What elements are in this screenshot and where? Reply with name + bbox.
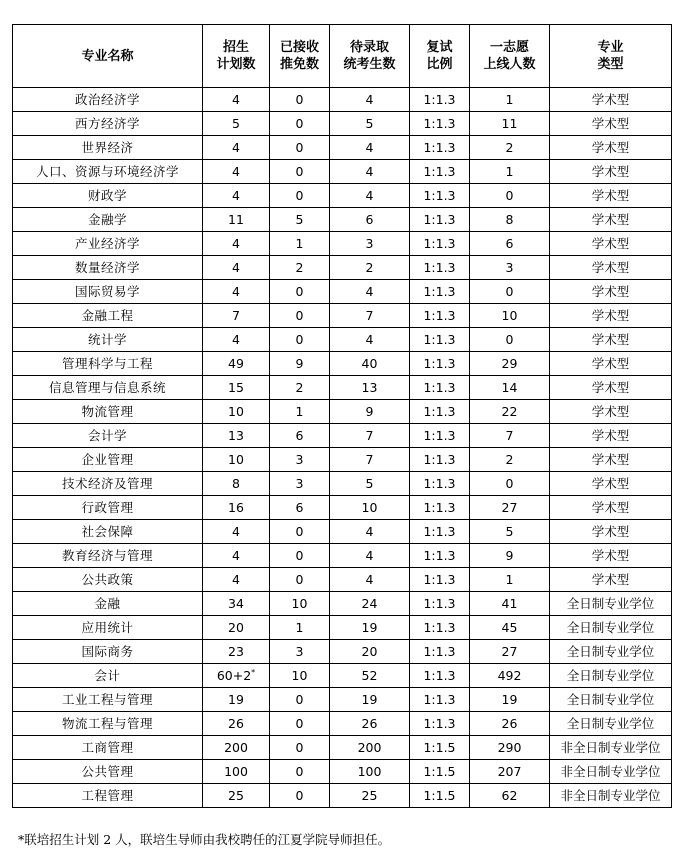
cell-first-choice: 11 bbox=[470, 112, 550, 136]
cell-plan: 8 bbox=[203, 472, 270, 496]
table-row bbox=[13, 448, 672, 472]
table-row bbox=[13, 352, 672, 376]
cell-pending: 4 bbox=[330, 328, 410, 352]
cell-type: 学术型 bbox=[550, 448, 672, 472]
cell-pending: 7 bbox=[330, 304, 410, 328]
cell-type: 全日制专业学位 bbox=[550, 688, 672, 712]
cell-major: 信息管理与信息系统 bbox=[13, 376, 203, 400]
cell-exempt: 3 bbox=[270, 448, 330, 472]
table-row bbox=[13, 568, 672, 592]
cell-first-choice: 1 bbox=[470, 568, 550, 592]
cell-type: 学术型 bbox=[550, 304, 672, 328]
cell-plan: 60+2* bbox=[203, 664, 270, 688]
table-row bbox=[13, 112, 672, 136]
cell-type: 学术型 bbox=[550, 328, 672, 352]
cell-type: 全日制专业学位 bbox=[550, 592, 672, 616]
cell-first-choice: 26 bbox=[470, 712, 550, 736]
cell-ratio: 1:1.3 bbox=[410, 496, 470, 520]
cell-type: 学术型 bbox=[550, 568, 672, 592]
cell-major: 国际商务 bbox=[13, 640, 203, 664]
cell-plan: 4 bbox=[203, 88, 270, 112]
cell-ratio: 1:1.3 bbox=[410, 280, 470, 304]
cell-pending: 13 bbox=[330, 376, 410, 400]
cell-exempt: 6 bbox=[270, 424, 330, 448]
cell-pending: 4 bbox=[330, 544, 410, 568]
cell-first-choice: 0 bbox=[470, 472, 550, 496]
cell-plan: 10 bbox=[203, 400, 270, 424]
cell-exempt: 0 bbox=[270, 136, 330, 160]
table-row bbox=[13, 232, 672, 256]
header-exempt: 已接收 推免数 bbox=[270, 25, 330, 88]
cell-ratio: 1:1.3 bbox=[410, 184, 470, 208]
table-row bbox=[13, 184, 672, 208]
cell-major: 公共管理 bbox=[13, 760, 203, 784]
cell-first-choice: 492 bbox=[470, 664, 550, 688]
cell-ratio: 1:1.3 bbox=[410, 472, 470, 496]
table-row bbox=[13, 496, 672, 520]
cell-major: 企业管理 bbox=[13, 448, 203, 472]
cell-ratio: 1:1.3 bbox=[410, 520, 470, 544]
cell-type: 全日制专业学位 bbox=[550, 616, 672, 640]
cell-ratio: 1:1.3 bbox=[410, 232, 470, 256]
cell-type: 全日制专业学位 bbox=[550, 712, 672, 736]
cell-ratio: 1:1.3 bbox=[410, 208, 470, 232]
table-row bbox=[13, 208, 672, 232]
cell-ratio: 1:1.5 bbox=[410, 736, 470, 760]
cell-pending: 4 bbox=[330, 184, 410, 208]
cell-type: 学术型 bbox=[550, 544, 672, 568]
cell-first-choice: 0 bbox=[470, 328, 550, 352]
cell-first-choice: 29 bbox=[470, 352, 550, 376]
cell-pending: 2 bbox=[330, 256, 410, 280]
cell-major: 应用统计 bbox=[13, 616, 203, 640]
cell-pending: 5 bbox=[330, 112, 410, 136]
cell-exempt: 0 bbox=[270, 736, 330, 760]
cell-exempt: 0 bbox=[270, 112, 330, 136]
cell-pending: 24 bbox=[330, 592, 410, 616]
table-row bbox=[13, 400, 672, 424]
cell-first-choice: 45 bbox=[470, 616, 550, 640]
cell-major: 产业经济学 bbox=[13, 232, 203, 256]
cell-ratio: 1:1.3 bbox=[410, 160, 470, 184]
table-row bbox=[13, 736, 672, 760]
cell-first-choice: 3 bbox=[470, 256, 550, 280]
cell-ratio: 1:1.5 bbox=[410, 760, 470, 784]
header-ratio: 复试 比例 bbox=[410, 25, 470, 88]
cell-plan: 10 bbox=[203, 448, 270, 472]
cell-plan: 16 bbox=[203, 496, 270, 520]
cell-major: 教育经济与管理 bbox=[13, 544, 203, 568]
cell-exempt: 3 bbox=[270, 640, 330, 664]
cell-type: 学术型 bbox=[550, 160, 672, 184]
cell-plan: 4 bbox=[203, 520, 270, 544]
cell-plan: 200 bbox=[203, 736, 270, 760]
cell-type: 非全日制专业学位 bbox=[550, 784, 672, 808]
cell-first-choice: 9 bbox=[470, 544, 550, 568]
cell-exempt: 0 bbox=[270, 568, 330, 592]
cell-major: 物流管理 bbox=[13, 400, 203, 424]
cell-type: 全日制专业学位 bbox=[550, 664, 672, 688]
cell-major: 世界经济 bbox=[13, 136, 203, 160]
cell-first-choice: 7 bbox=[470, 424, 550, 448]
cell-plan: 26 bbox=[203, 712, 270, 736]
cell-plan: 13 bbox=[203, 424, 270, 448]
cell-exempt: 0 bbox=[270, 520, 330, 544]
cell-plan: 23 bbox=[203, 640, 270, 664]
table-body bbox=[13, 88, 672, 808]
cell-first-choice: 290 bbox=[470, 736, 550, 760]
cell-exempt: 0 bbox=[270, 688, 330, 712]
cell-major: 会计 bbox=[13, 664, 203, 688]
table-row bbox=[13, 784, 672, 808]
cell-exempt: 6 bbox=[270, 496, 330, 520]
cell-major: 社会保障 bbox=[13, 520, 203, 544]
table-row bbox=[13, 592, 672, 616]
cell-major: 金融工程 bbox=[13, 304, 203, 328]
cell-exempt: 0 bbox=[270, 160, 330, 184]
cell-type: 非全日制专业学位 bbox=[550, 760, 672, 784]
cell-plan: 4 bbox=[203, 184, 270, 208]
cell-exempt: 0 bbox=[270, 304, 330, 328]
cell-plan: 7 bbox=[203, 304, 270, 328]
header-plan: 招生 计划数 bbox=[203, 25, 270, 88]
table-row bbox=[13, 688, 672, 712]
cell-plan: 4 bbox=[203, 328, 270, 352]
cell-first-choice: 27 bbox=[470, 640, 550, 664]
cell-ratio: 1:1.3 bbox=[410, 136, 470, 160]
cell-first-choice: 2 bbox=[470, 136, 550, 160]
cell-exempt: 9 bbox=[270, 352, 330, 376]
cell-plan: 49 bbox=[203, 352, 270, 376]
cell-pending: 19 bbox=[330, 616, 410, 640]
footnote: *联培招生计划 2 人，联培生导师由我校聘任的江夏学院导师担任。 bbox=[18, 832, 391, 847]
cell-type: 学术型 bbox=[550, 472, 672, 496]
cell-first-choice: 5 bbox=[470, 520, 550, 544]
cell-major: 技术经济及管理 bbox=[13, 472, 203, 496]
cell-pending: 19 bbox=[330, 688, 410, 712]
cell-first-choice: 6 bbox=[470, 232, 550, 256]
table-row bbox=[13, 712, 672, 736]
cell-pending: 200 bbox=[330, 736, 410, 760]
cell-plan: 15 bbox=[203, 376, 270, 400]
table-row bbox=[13, 376, 672, 400]
cell-exempt: 0 bbox=[270, 712, 330, 736]
cell-plan: 34 bbox=[203, 592, 270, 616]
table-row bbox=[13, 136, 672, 160]
cell-ratio: 1:1.5 bbox=[410, 784, 470, 808]
cell-pending: 4 bbox=[330, 520, 410, 544]
cell-pending: 3 bbox=[330, 232, 410, 256]
cell-type: 学术型 bbox=[550, 400, 672, 424]
cell-type: 学术型 bbox=[550, 280, 672, 304]
cell-pending: 7 bbox=[330, 448, 410, 472]
cell-ratio: 1:1.3 bbox=[410, 616, 470, 640]
cell-type: 学术型 bbox=[550, 208, 672, 232]
cell-ratio: 1:1.3 bbox=[410, 568, 470, 592]
cell-first-choice: 27 bbox=[470, 496, 550, 520]
table-row bbox=[13, 544, 672, 568]
cell-plan: 100 bbox=[203, 760, 270, 784]
cell-major: 公共政策 bbox=[13, 568, 203, 592]
cell-ratio: 1:1.3 bbox=[410, 448, 470, 472]
cell-ratio: 1:1.3 bbox=[410, 712, 470, 736]
cell-major: 财政学 bbox=[13, 184, 203, 208]
cell-ratio: 1:1.3 bbox=[410, 328, 470, 352]
cell-pending: 4 bbox=[330, 568, 410, 592]
table-row bbox=[13, 424, 672, 448]
cell-plan: 4 bbox=[203, 160, 270, 184]
cell-plan: 25 bbox=[203, 784, 270, 808]
cell-type: 学术型 bbox=[550, 88, 672, 112]
cell-pending: 4 bbox=[330, 136, 410, 160]
cell-major: 金融 bbox=[13, 592, 203, 616]
cell-ratio: 1:1.3 bbox=[410, 376, 470, 400]
cell-type: 学术型 bbox=[550, 424, 672, 448]
footnote-mark: * bbox=[251, 668, 256, 677]
cell-exempt: 1 bbox=[270, 232, 330, 256]
cell-pending: 10 bbox=[330, 496, 410, 520]
cell-plan: 11 bbox=[203, 208, 270, 232]
header-first-choice: 一志愿 上线人数 bbox=[470, 25, 550, 88]
cell-exempt: 0 bbox=[270, 184, 330, 208]
cell-exempt: 2 bbox=[270, 376, 330, 400]
cell-first-choice: 1 bbox=[470, 88, 550, 112]
cell-pending: 6 bbox=[330, 208, 410, 232]
cell-pending: 100 bbox=[330, 760, 410, 784]
cell-first-choice: 41 bbox=[470, 592, 550, 616]
cell-first-choice: 14 bbox=[470, 376, 550, 400]
cell-type: 学术型 bbox=[550, 376, 672, 400]
cell-pending: 52 bbox=[330, 664, 410, 688]
cell-first-choice: 22 bbox=[470, 400, 550, 424]
cell-pending: 40 bbox=[330, 352, 410, 376]
table-row bbox=[13, 760, 672, 784]
cell-type: 学术型 bbox=[550, 496, 672, 520]
cell-ratio: 1:1.3 bbox=[410, 640, 470, 664]
cell-ratio: 1:1.3 bbox=[410, 544, 470, 568]
cell-ratio: 1:1.3 bbox=[410, 424, 470, 448]
table-row bbox=[13, 328, 672, 352]
cell-exempt: 1 bbox=[270, 616, 330, 640]
cell-major: 管理科学与工程 bbox=[13, 352, 203, 376]
cell-major: 统计学 bbox=[13, 328, 203, 352]
cell-ratio: 1:1.3 bbox=[410, 88, 470, 112]
cell-first-choice: 62 bbox=[470, 784, 550, 808]
cell-exempt: 2 bbox=[270, 256, 330, 280]
cell-first-choice: 0 bbox=[470, 280, 550, 304]
cell-exempt: 10 bbox=[270, 592, 330, 616]
cell-plan: 20 bbox=[203, 616, 270, 640]
cell-ratio: 1:1.3 bbox=[410, 664, 470, 688]
cell-type: 学术型 bbox=[550, 520, 672, 544]
cell-ratio: 1:1.3 bbox=[410, 256, 470, 280]
table-row bbox=[13, 304, 672, 328]
cell-type: 学术型 bbox=[550, 112, 672, 136]
cell-plan: 4 bbox=[203, 568, 270, 592]
cell-exempt: 0 bbox=[270, 760, 330, 784]
cell-plan: 4 bbox=[203, 256, 270, 280]
cell-ratio: 1:1.3 bbox=[410, 400, 470, 424]
table-row bbox=[13, 640, 672, 664]
cell-ratio: 1:1.3 bbox=[410, 304, 470, 328]
table-row bbox=[13, 472, 672, 496]
cell-major: 人口、资源与环境经济学 bbox=[13, 160, 203, 184]
cell-major: 金融学 bbox=[13, 208, 203, 232]
cell-first-choice: 1 bbox=[470, 160, 550, 184]
cell-pending: 4 bbox=[330, 280, 410, 304]
cell-pending: 5 bbox=[330, 472, 410, 496]
cell-type: 非全日制专业学位 bbox=[550, 736, 672, 760]
cell-major: 会计学 bbox=[13, 424, 203, 448]
cell-ratio: 1:1.3 bbox=[410, 688, 470, 712]
header-major: 专业名称 bbox=[13, 25, 203, 88]
cell-major: 国际贸易学 bbox=[13, 280, 203, 304]
table-header bbox=[13, 25, 672, 88]
table-row bbox=[13, 280, 672, 304]
cell-pending: 25 bbox=[330, 784, 410, 808]
cell-major: 物流工程与管理 bbox=[13, 712, 203, 736]
cell-ratio: 1:1.3 bbox=[410, 592, 470, 616]
cell-type: 学术型 bbox=[550, 232, 672, 256]
cell-major: 工商管理 bbox=[13, 736, 203, 760]
cell-plan: 4 bbox=[203, 232, 270, 256]
table-row bbox=[13, 520, 672, 544]
cell-exempt: 0 bbox=[270, 328, 330, 352]
cell-plan: 4 bbox=[203, 136, 270, 160]
cell-plan: 4 bbox=[203, 544, 270, 568]
cell-exempt: 1 bbox=[270, 400, 330, 424]
cell-type: 学术型 bbox=[550, 352, 672, 376]
cell-type: 学术型 bbox=[550, 184, 672, 208]
cell-pending: 4 bbox=[330, 160, 410, 184]
cell-exempt: 10 bbox=[270, 664, 330, 688]
cell-major: 数量经济学 bbox=[13, 256, 203, 280]
cell-plan: 5 bbox=[203, 112, 270, 136]
cell-pending: 20 bbox=[330, 640, 410, 664]
cell-pending: 7 bbox=[330, 424, 410, 448]
cell-major: 工业工程与管理 bbox=[13, 688, 203, 712]
cell-first-choice: 10 bbox=[470, 304, 550, 328]
cell-type: 学术型 bbox=[550, 256, 672, 280]
cell-major: 政治经济学 bbox=[13, 88, 203, 112]
cell-major: 行政管理 bbox=[13, 496, 203, 520]
cell-exempt: 3 bbox=[270, 472, 330, 496]
cell-plan: 19 bbox=[203, 688, 270, 712]
cell-first-choice: 2 bbox=[470, 448, 550, 472]
cell-first-choice: 8 bbox=[470, 208, 550, 232]
cell-first-choice: 207 bbox=[470, 760, 550, 784]
cell-major: 工程管理 bbox=[13, 784, 203, 808]
cell-pending: 26 bbox=[330, 712, 410, 736]
cell-pending: 9 bbox=[330, 400, 410, 424]
cell-plan: 4 bbox=[203, 280, 270, 304]
cell-ratio: 1:1.3 bbox=[410, 112, 470, 136]
cell-exempt: 0 bbox=[270, 784, 330, 808]
cell-ratio: 1:1.3 bbox=[410, 352, 470, 376]
cell-type: 学术型 bbox=[550, 136, 672, 160]
cell-first-choice: 0 bbox=[470, 184, 550, 208]
cell-exempt: 5 bbox=[270, 208, 330, 232]
cell-exempt: 0 bbox=[270, 544, 330, 568]
header-type: 专业 类型 bbox=[550, 25, 672, 88]
admissions-table bbox=[12, 24, 672, 808]
table-row bbox=[13, 160, 672, 184]
cell-pending: 4 bbox=[330, 88, 410, 112]
cell-type: 全日制专业学位 bbox=[550, 640, 672, 664]
table-row bbox=[13, 256, 672, 280]
table-row bbox=[13, 88, 672, 112]
cell-exempt: 0 bbox=[270, 280, 330, 304]
cell-exempt: 0 bbox=[270, 88, 330, 112]
table-row bbox=[13, 664, 672, 688]
cell-first-choice: 19 bbox=[470, 688, 550, 712]
header-pending: 待录取 统考生数 bbox=[330, 25, 410, 88]
table-row bbox=[13, 616, 672, 640]
cell-major: 西方经济学 bbox=[13, 112, 203, 136]
